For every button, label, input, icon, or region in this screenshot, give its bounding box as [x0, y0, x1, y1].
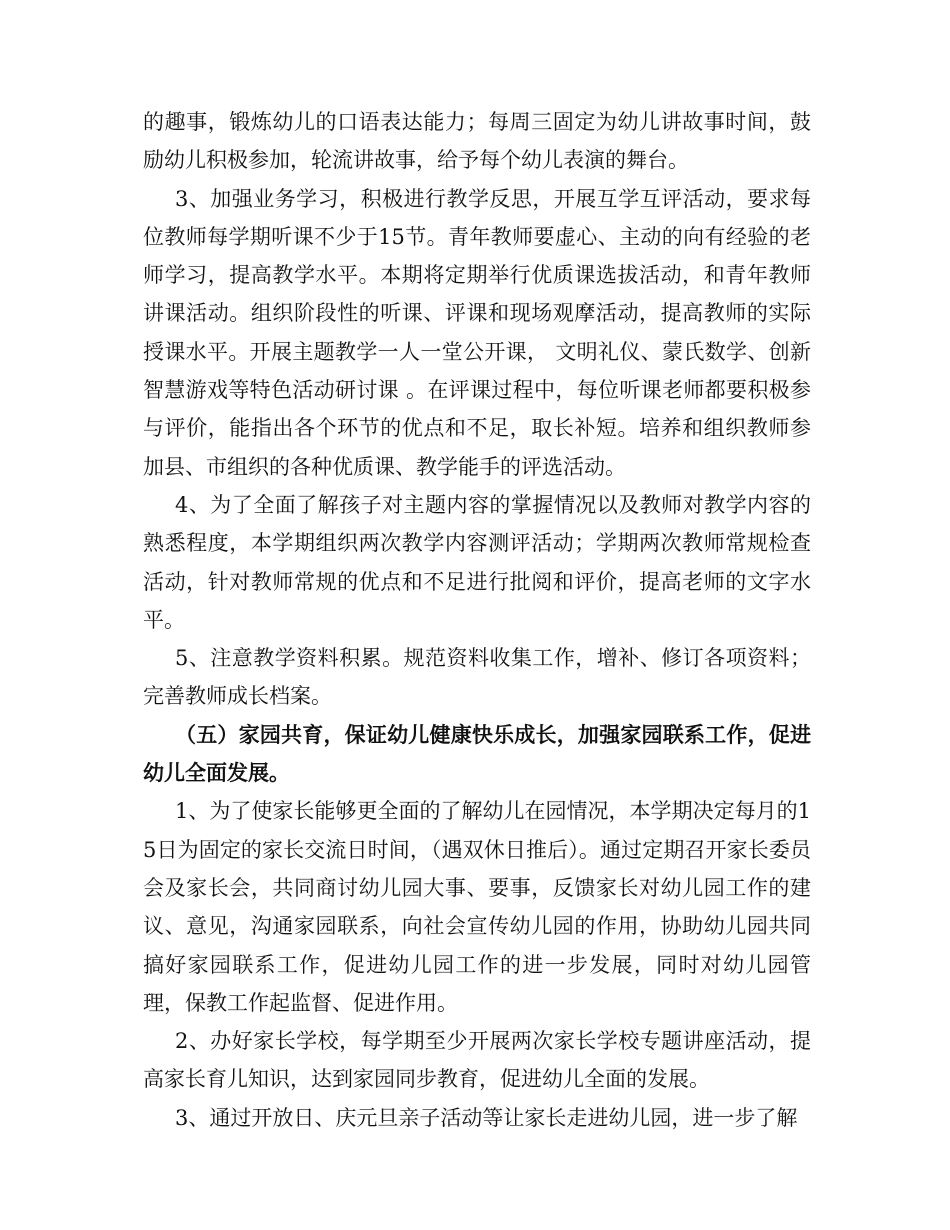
paragraph-item-4-teaching-evaluation: 4、为了全面了解孩子对主题内容的掌握情况以及教师对教学内容的熟悉程度，本学期组织两次教学内容测评活动；学期两次教师常规检查活动，针对教师常规的优点和不足进行批阅和评价，提高老师的文字水平。	[143, 492, 811, 632]
paragraph-item-5-teaching-materials: 5、注意教学资料积累。规范资料收集工作，增补、修订各项资料；完善教师成长档案。	[143, 646, 811, 709]
paragraph-item-2-parent-school: 2、办好家长学校，每学期至少开展两次家长学校专题讲座活动，提高家长育儿知识，达到家园同步教育，促进幼儿全面的发展。	[143, 1029, 811, 1092]
document-body	[143, 103, 811, 1137]
paragraph-item-3-professional-study: 3、加强业务学习，积极进行教学反思，开展互学互评活动，要求每位教师每学期听课不少于15节。青年教师要虚心、主动的向有经验的老师学习，提高教学水平。本期将定期举行优质课选拔活动，和青年教师讲课活动。组织阶段性的听课、评课和现场观摩活动，提高教师的实际授课水平。开展主题教学一人一堂公开课， 文明礼仪、蒙氏数学、创新智慧游戏等特色活动研讨课 。在评课过程中，每位听课老师都要积极参与评价，能指出各个环节的优点和不足，取长补短。培养和组织教师参加县、市组织的各种优质课、教学能手的评选活动。	[143, 186, 811, 479]
paragraph-item-1-parent-communication: 1、为了使家长能够更全面的了解幼儿在园情况，本学期决定每月的15日为固定的家长交流日时间，（遇双休日推后）。通过定期召开家长委员会及家长会，共同商讨幼儿园大事、要事，反馈家长对幼儿园工作的建议、意见，沟通家园联系，向社会宣传幼儿园的作用，协助幼儿园共同搞好家园联系工作，促进幼儿园工作的进一步发展，同时对幼儿园管理，保教工作起监督、促进作用。	[143, 799, 811, 1015]
section-heading-home-school-cooperation: （五）家园共育，保证幼儿健康快乐成长，加强家园联系工作，促进幼儿全面发展。	[143, 721, 811, 786]
paragraph-storytelling-continued: 的趣事，锻炼幼儿的口语表达能力；每周三固定为幼儿讲故事时间，鼓励幼儿积极参加，轮流讲故事，给予每个幼儿表演的舞台。	[143, 110, 811, 173]
paragraph-item-3-open-day: 3、通过开放日、庆元旦亲子活动等让家长走进幼儿园，进一步了解	[175, 1105, 798, 1130]
